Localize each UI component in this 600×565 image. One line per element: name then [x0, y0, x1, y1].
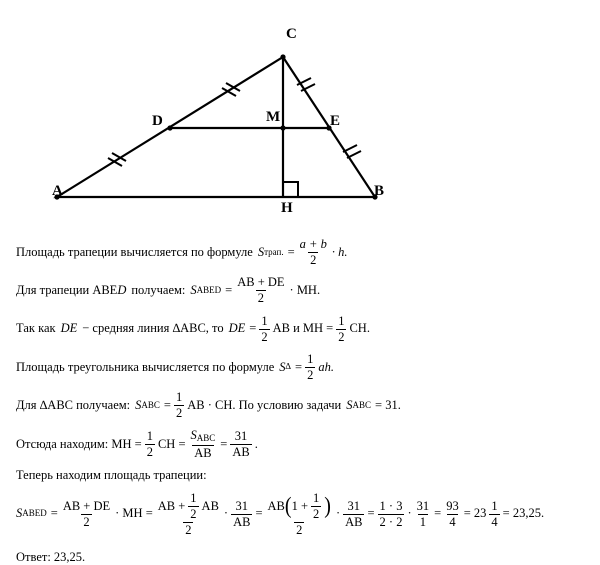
- line6-frac1-den: 2: [146, 445, 153, 460]
- solution-line-1: [16, 238, 591, 267]
- line8-fraction-8: [444, 500, 461, 529]
- line6-frac3-den: АВ: [232, 445, 250, 460]
- solution-text: [16, 238, 591, 565]
- line5-tail: = 31.: [375, 397, 401, 412]
- line8-fraction-2: [156, 492, 221, 537]
- line1-tail: · h.: [331, 244, 348, 259]
- line8-fraction-7: [415, 500, 432, 529]
- label-e: E: [330, 113, 341, 129]
- line3-frac1-den: 2: [261, 329, 268, 344]
- triangle-diagram-svg: [0, 0, 600, 230]
- line5-frac-num: 1: [175, 390, 183, 404]
- line8-equals-5: = 23: [463, 506, 487, 521]
- line6-fraction-1: [145, 430, 155, 459]
- right-angle-mark: [283, 182, 298, 197]
- line8-equals-6: = 23,25.: [502, 506, 545, 521]
- tick-marks-cb: [297, 78, 361, 158]
- line6-frac2-num: $S_{АВС}$: [190, 428, 216, 444]
- line8-fraction-9: [489, 500, 499, 529]
- line8-f6-num: 1 · 3: [379, 498, 403, 513]
- line8-equals-3: =: [367, 506, 375, 521]
- line8-symbol-s: S: [16, 506, 23, 521]
- solution-line-4: [16, 353, 591, 382]
- label-a: A: [52, 183, 63, 199]
- line1-equals: =: [287, 244, 295, 259]
- line6-equals: =: [220, 436, 228, 451]
- line2-sub: АВЕD: [196, 284, 222, 295]
- line2-text-a: Для трапеции АВЕ: [16, 283, 118, 297]
- line1-frac-den: 2: [310, 253, 317, 268]
- line6-fraction-2: [189, 429, 218, 460]
- line6-fraction-3: [230, 430, 251, 459]
- line8-f3-num: 31: [235, 498, 249, 513]
- line8-fraction-4: [266, 492, 333, 537]
- line8-equals-2: =: [255, 506, 263, 521]
- vertex-d-dot: [167, 125, 172, 130]
- line2-text-b: получаем:: [131, 283, 186, 297]
- line2-text-a-it: D: [117, 283, 127, 297]
- line8-f7-num: 31: [416, 498, 430, 513]
- line5-text-a: Для ∆АВС получаем:: [16, 397, 131, 412]
- line4-sub: ∆: [285, 361, 292, 372]
- line5-symbol-s2: S: [346, 397, 353, 412]
- line8-fraction-1: [61, 500, 112, 529]
- line1-frac-num: a + b: [299, 237, 327, 251]
- line8-f7-den: 1: [419, 514, 427, 529]
- label-c: C: [286, 26, 297, 42]
- line8-mul-4: ·: [407, 506, 412, 521]
- line8-f2-num: AB + $\frac{1}{2}$ AB: [157, 490, 219, 521]
- line4-symbol-s: S: [279, 359, 286, 374]
- solution-line-6: [16, 429, 591, 460]
- line8-f1-num: AB + DE: [62, 498, 111, 513]
- line8-f8-num: 93: [446, 498, 459, 513]
- line6-frac3-num: 31: [234, 428, 248, 443]
- line4-text: Площадь треугольника вычисляется по формуле: [16, 359, 275, 374]
- label-h: H: [281, 200, 293, 216]
- line2-fraction: [235, 276, 286, 305]
- line8-f4-num: AB ( 1 + $\frac{1}{2}$ ): [267, 490, 331, 521]
- line7-text: Теперь находим площадь трапеции:: [16, 467, 207, 482]
- line6-text-b: СН =: [157, 436, 186, 451]
- line8-f4-inner-frac: $\frac{1}{2}$: [313, 490, 320, 521]
- line3-text-a: Так как: [16, 321, 56, 336]
- line4-tail: ah.: [318, 359, 334, 374]
- line5-sub: АВС: [141, 399, 160, 410]
- line2-tail: · МН.: [289, 283, 321, 297]
- line3-frac2-num: 1: [338, 313, 345, 328]
- vertex-c-dot: [280, 54, 285, 59]
- line8-f6-den: 2 · 2: [379, 514, 403, 529]
- line8-mul-1: · МН =: [115, 506, 153, 521]
- line2-frac-den: 2: [257, 291, 264, 306]
- line5-sub2: АВС: [352, 399, 372, 410]
- line1-sub: трап.: [264, 246, 284, 257]
- line8-mul-3: ·: [335, 506, 341, 521]
- line8-f4-den: 2: [296, 522, 303, 537]
- line8-f9-den: 4: [491, 514, 498, 529]
- line2-frac-num: AB + DE: [237, 275, 285, 290]
- line6-tail: .: [254, 436, 258, 451]
- line8-fraction-5: [343, 500, 364, 529]
- line3-fraction-2: [336, 315, 346, 344]
- line3-text-c: АВ и МН =: [272, 321, 334, 336]
- line8-fraction-3: [231, 500, 252, 529]
- line3-frac2-den: 2: [338, 329, 345, 344]
- line3-de: DE: [60, 321, 78, 336]
- line6-frac1-num: 1: [146, 428, 153, 443]
- line4-frac-num: 1: [307, 351, 314, 366]
- solution-line-5: [16, 391, 591, 420]
- solution-line-8: [16, 492, 591, 537]
- line1-fraction: [298, 238, 329, 267]
- line6-frac2-den: АВ: [194, 445, 212, 460]
- line4-equals: =: [295, 359, 303, 374]
- line3-frac1-num: 1: [261, 313, 268, 328]
- line8-f5-den: AB: [345, 514, 363, 529]
- line8-mul-2: ·: [223, 506, 229, 521]
- line8-f8-den: 4: [449, 514, 456, 529]
- line3-de2: DE: [228, 321, 246, 336]
- line8-f1-den: 2: [83, 514, 90, 529]
- line5-symbol-s: S: [135, 397, 142, 412]
- line5-fraction: [174, 391, 184, 420]
- line2-equals: =: [225, 283, 233, 297]
- line8-f2-inner-frac: $\frac{1}{2}$: [190, 490, 197, 521]
- line5-equals: =: [163, 397, 171, 412]
- label-b: B: [374, 183, 385, 199]
- line8-sub: АВЕD: [22, 508, 47, 519]
- line5-text-b: АВ · СН. По условию задачи: [187, 397, 342, 412]
- line8-f3-den: AB: [233, 514, 251, 529]
- line1-symbol-s: S: [257, 244, 265, 259]
- line2-symbol-s: S: [190, 283, 197, 297]
- line4-fraction: [305, 353, 315, 382]
- label-m: M: [266, 109, 281, 125]
- line5-frac-den: 2: [175, 406, 183, 421]
- solution-line-7: [16, 469, 591, 483]
- solution-line-2: [16, 276, 591, 305]
- line4-frac-den: 2: [307, 367, 314, 382]
- line8-f2-den: 2: [185, 522, 192, 537]
- line3-text-b: − средняя линия ∆АВС, то: [82, 321, 224, 336]
- line8-f5-num: 31: [347, 498, 361, 513]
- geometry-figure: [0, 0, 600, 230]
- line3-fraction-1: [259, 315, 269, 344]
- line3-equals: =: [249, 321, 257, 336]
- answer-line: Ответ: 23,25.: [16, 549, 86, 564]
- line8-equals-1: =: [50, 506, 58, 521]
- line1-text: Площадь трапеции вычисляется по формуле: [16, 244, 253, 259]
- vertex-m-dot: [280, 125, 285, 130]
- solution-line-3: [16, 315, 591, 344]
- label-d: D: [152, 113, 163, 129]
- line3-tail: СН.: [349, 321, 370, 336]
- line8-f9-num: 1: [491, 498, 498, 513]
- line8-equals-4: =: [434, 506, 442, 521]
- line6-text-a: Отсюда находим: МН =: [16, 436, 142, 451]
- line8-fraction-6: [378, 500, 405, 529]
